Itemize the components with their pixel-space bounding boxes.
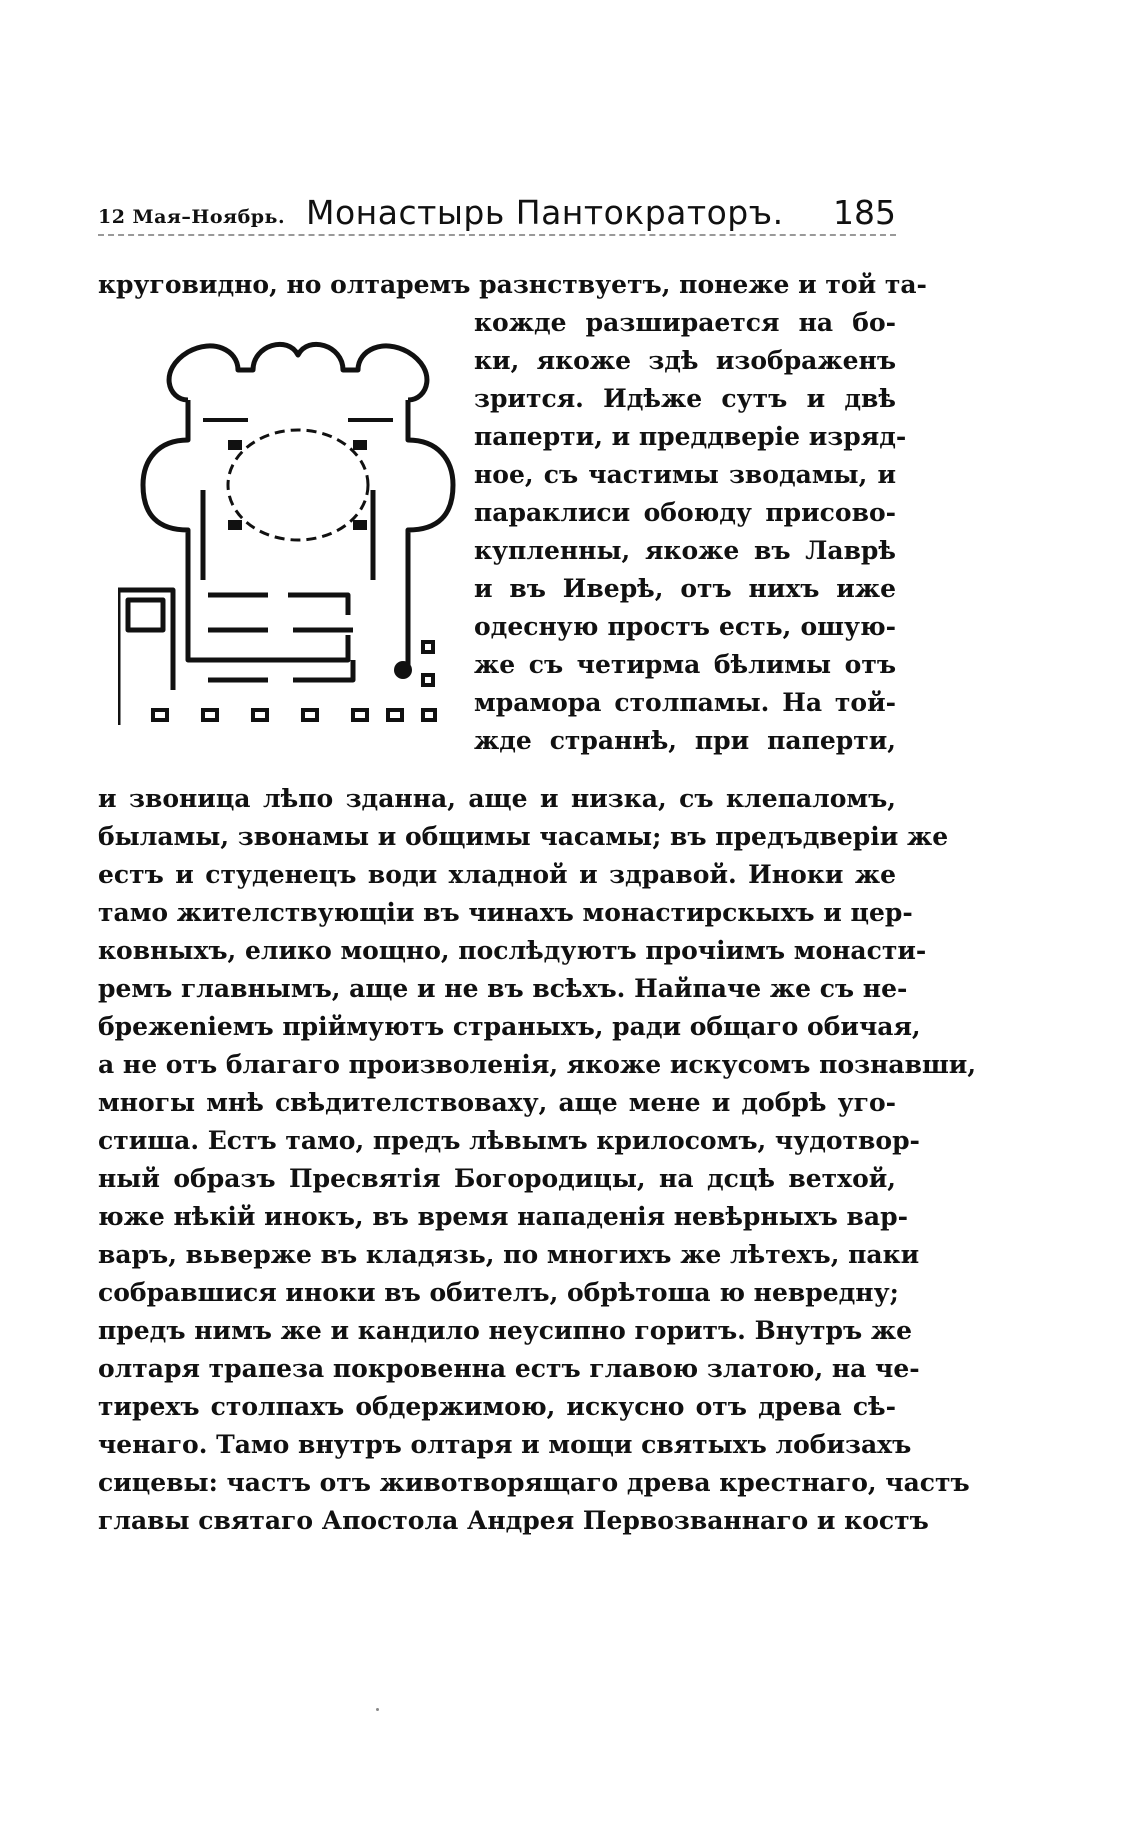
text-line: ковныхъ, елико мощно, послѣдуютъ прочіимъ монасти-	[98, 936, 927, 965]
text-line: и звоница лѣпо зданна, аще и низка, съ клепаломъ,	[98, 784, 896, 813]
text-line: жде страннѣ, при паперти,	[474, 726, 896, 755]
text-line: тамо жителствующіи въ чинахъ монастирскыхъ и цер-	[98, 898, 913, 927]
text-line: купленны, якоже въ Лаврѣ	[474, 536, 896, 565]
text-line: зрится. Идѣже сутъ и двѣ	[474, 384, 896, 413]
church-floor-plan-figure	[118, 330, 478, 770]
text-line: юже нѣкій инокъ, въ время нападенія невѣрныхъ вар-	[98, 1202, 908, 1231]
text-line: предъ нимъ же и кандило неусипно горитъ. Внутръ же	[98, 1316, 913, 1345]
text-line: кожде разширается на бо-	[474, 308, 896, 337]
text-line: сицевы: частъ отъ животворящаго древа крестнаго, частъ	[98, 1468, 970, 1497]
text-line: круговидно, но олтаремъ разнствуетъ, понеже и той та-	[98, 270, 927, 299]
text-line: и въ Иверѣ, отъ нихъ иже	[474, 574, 896, 603]
text-line: тирехъ столпахъ обдержимою, искусно отъ древа сѣ-	[98, 1392, 896, 1421]
text-line: быламы, звонамы и общимы часамы; въ предъдверіи же	[98, 822, 949, 851]
page-number: 185	[833, 193, 896, 232]
text-line: естъ и студенецъ води хладной и здравой. Иноки же	[98, 860, 896, 889]
text-line: а не отъ благаго произволенія, якоже искусомъ познавши,	[98, 1050, 977, 1079]
text-line: параклиси обоюду присово-	[474, 498, 896, 527]
text-line: мрамора столпамы. На той-	[474, 688, 896, 717]
text-line: брежеnіемъ пріймуютъ страныхъ, ради общаго обичая,	[98, 1012, 921, 1041]
header-title: Монастырь Пантократоръ.	[306, 193, 784, 232]
text-line: ки, якоже здѣ изображенъ	[474, 346, 896, 375]
text-line: ремъ главнымъ, аще и не въ всѣхъ. Найпаче же съ не-	[98, 974, 908, 1003]
text-line: ченаго. Тамо внутръ олтаря и мощи святыхъ лобизахъ	[98, 1430, 912, 1459]
text-line: ное, съ частимы зводамы, и	[474, 460, 896, 489]
header-date-range: 12 Мая–Ноябрь.	[98, 206, 286, 228]
text-line: собравшися иноки въ обителъ, обрѣтоша ю невредну;	[98, 1278, 899, 1307]
text-line: паперти, и преддверіе изряд-	[474, 422, 907, 451]
text-line: ный образъ Пресвятія Богородицы, на дсцѣ ветхой,	[98, 1164, 896, 1193]
text-line: одесную простъ есть, ошую-	[474, 612, 896, 641]
text-line: стиша. Естъ тамо, предъ лѣвымъ крилосомъ, чудотвор-	[98, 1126, 920, 1155]
text-line: главы святаго Апостола Андрея Первозваннаго и костъ	[98, 1506, 929, 1535]
running-header	[98, 184, 896, 234]
text-line: многы мнѣ свѣдителствоваху, аще мене и добрѣ уго-	[98, 1088, 896, 1117]
print-speck	[376, 1708, 379, 1711]
text-line: же съ четирма бѣлимы отъ	[474, 650, 896, 679]
header-rule	[98, 234, 896, 236]
text-line: олтаря трапеза покровенна естъ главою златою, на че-	[98, 1354, 920, 1383]
text-line: варъ, вьверже въ кладязь, по многихъ же лѣтехъ, паки	[98, 1240, 920, 1269]
